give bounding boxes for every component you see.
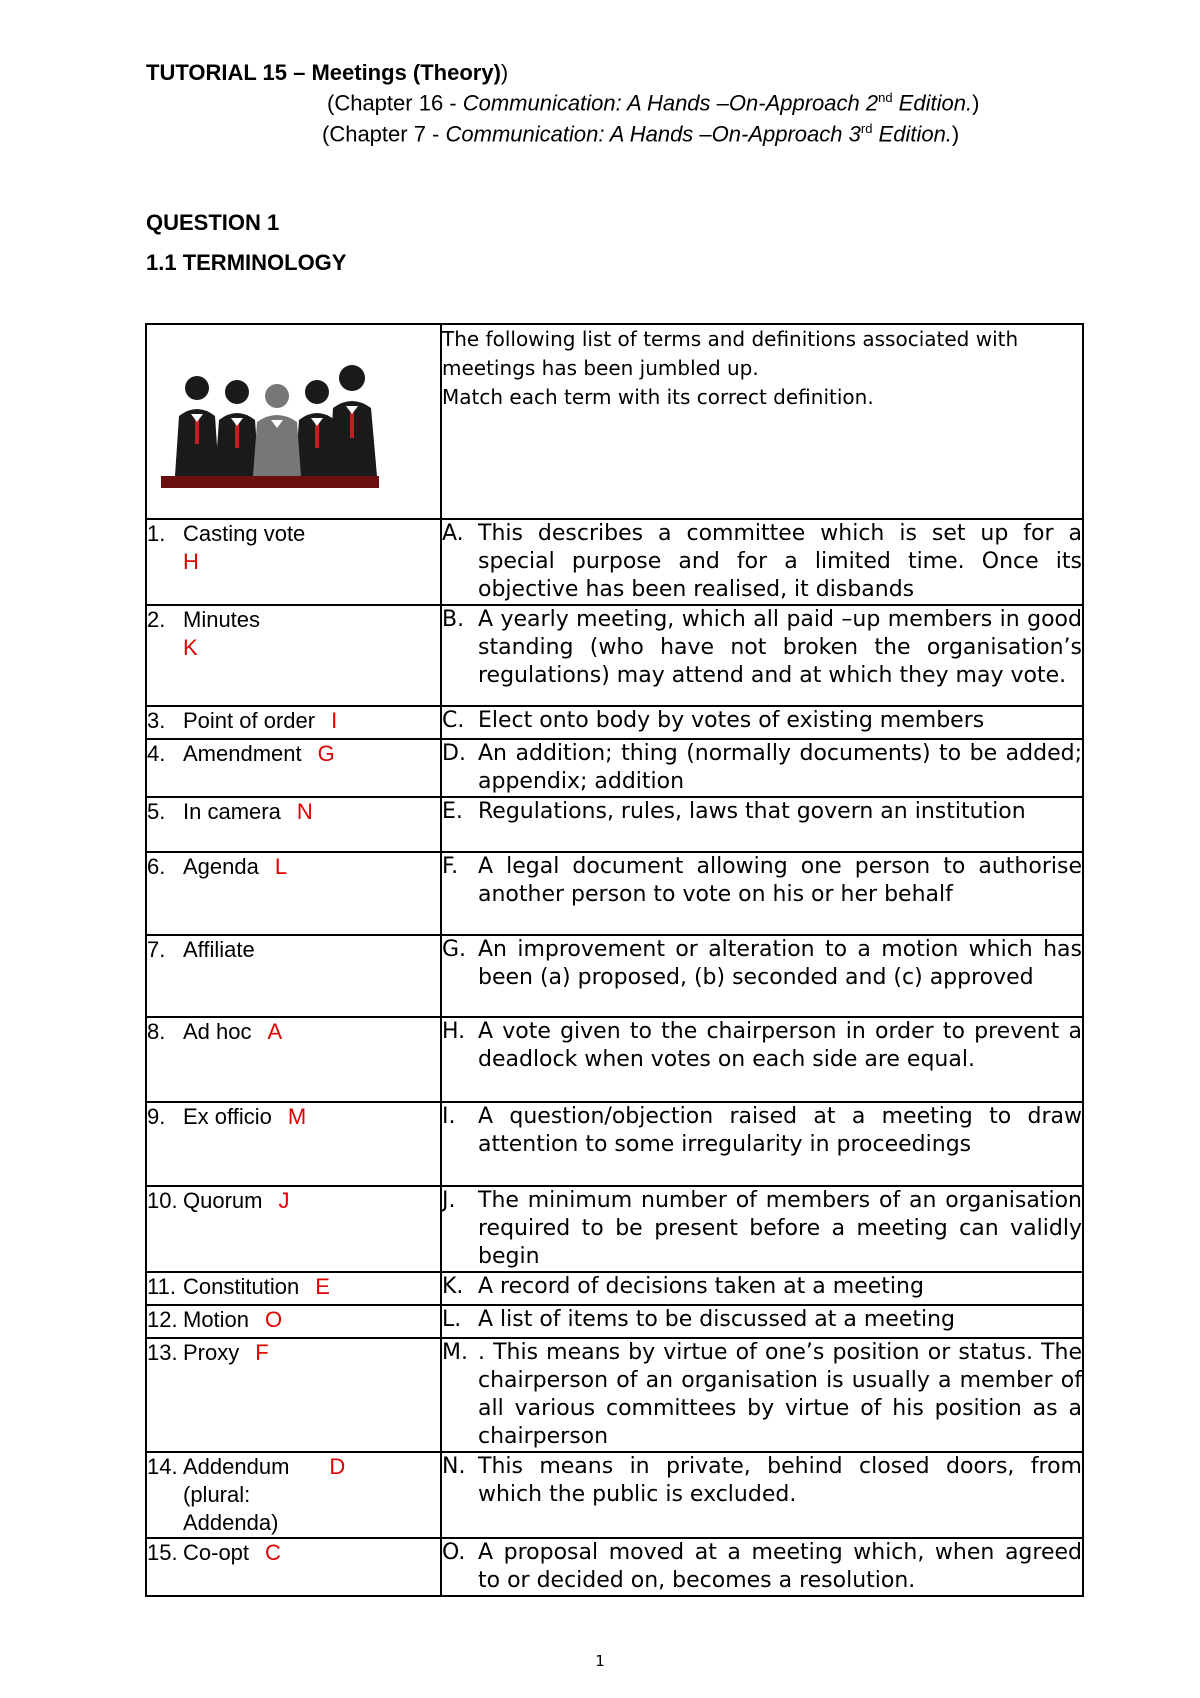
definition-text: An improvement or alteration to a motion which has been (a) proposed, (b) seconded and (c) approved xyxy=(478,937,1082,990)
term-number: 4. xyxy=(147,741,166,766)
term-number: 3. xyxy=(147,708,166,733)
definition-letter: M. xyxy=(442,1340,468,1365)
section-heading: 1.1 TERMINOLOGY xyxy=(146,250,347,275)
table-row xyxy=(146,1538,1083,1596)
definition-letter: O. xyxy=(442,1540,466,1565)
definition-cell xyxy=(441,1272,1083,1305)
table-row xyxy=(146,739,1083,797)
definition-letter: C. xyxy=(442,708,465,733)
instructions-match: Match each term with its correct definition. xyxy=(442,385,874,409)
answer-letter: J xyxy=(278,1188,290,1213)
definition-letter: J. xyxy=(442,1188,456,1213)
definition-letter: A. xyxy=(442,521,464,546)
table-row xyxy=(146,1338,1083,1452)
answer-letter: E xyxy=(315,1274,330,1299)
term-number: 13. xyxy=(147,1340,178,1365)
definition-text: A record of decisions taken at a meeting xyxy=(478,1274,924,1299)
table-row xyxy=(146,935,1083,1017)
term-cell xyxy=(146,1538,441,1596)
answer-letter: I xyxy=(331,708,338,733)
term-cell xyxy=(146,1102,441,1186)
term-number: 8. xyxy=(147,1019,166,1044)
term-number: 15. xyxy=(147,1540,178,1565)
definition-letter: D. xyxy=(442,741,466,766)
answer-letter: N xyxy=(296,799,313,824)
definition-text: This describes a committee which is set up for a special purpose and for a limited time. Once its objective has been realised, it disbands xyxy=(478,521,1082,602)
term-label: Proxy xyxy=(183,1340,240,1365)
answer-letter: M xyxy=(287,1104,307,1129)
definition-text: . This means by virtue of one’s position or status. The chairperson of an organisation is usually a member of all various committees by virtue of his position as a chairperson xyxy=(478,1340,1082,1449)
term-label: Affiliate xyxy=(183,937,255,962)
definition-text: A proposal moved at a meeting which, when agreed to or decided on, becomes a resolution. xyxy=(478,1540,1082,1593)
term-cell xyxy=(146,1305,441,1338)
term-label: Ex officio xyxy=(183,1104,272,1129)
term-cell xyxy=(146,519,441,605)
definition-text: Elect onto body by votes of existing members xyxy=(478,708,985,733)
table-row xyxy=(146,1186,1083,1272)
definition-cell xyxy=(441,1017,1083,1102)
definition-cell xyxy=(441,1305,1083,1338)
definition-cell xyxy=(441,739,1083,797)
instructions-text: The following list of terms and definitions associated with meetings has been jumbled up. xyxy=(442,327,1019,380)
term-cell xyxy=(146,852,441,935)
intro-row xyxy=(146,324,1083,519)
term-number: 11. xyxy=(147,1274,176,1299)
answer-letter: D xyxy=(329,1454,346,1479)
table-row xyxy=(146,797,1083,852)
term-number: 2. xyxy=(147,607,166,632)
definition-cell xyxy=(441,1538,1083,1596)
answer-letter: F xyxy=(255,1340,269,1365)
definition-text: A question/objection raised at a meeting to draw attention to some irregularity in proceedings xyxy=(478,1104,1082,1157)
definition-text: A list of items to be discussed at a meeting xyxy=(478,1307,955,1332)
term-label: Minutes xyxy=(183,607,261,632)
definition-text: Regulations, rules, laws that govern an institution xyxy=(478,799,1026,824)
table-row xyxy=(146,706,1083,739)
term-cell xyxy=(146,1272,441,1305)
definition-letter: H. xyxy=(442,1019,466,1044)
term-number: 7. xyxy=(147,937,166,962)
term-label: Casting vote xyxy=(183,521,306,546)
definition-text: A legal document allowing one person to authorise another person to vote on his or her behalf xyxy=(478,854,1082,907)
term-label: Constitution xyxy=(183,1274,300,1299)
term-label: In camera xyxy=(183,799,281,824)
table-row xyxy=(146,1272,1083,1305)
term-number: 14. xyxy=(147,1454,178,1479)
definition-letter: N. xyxy=(442,1454,466,1479)
term-label: Ad hoc xyxy=(183,1019,252,1044)
subtitle-3rd-edition: (Chapter 7 - Communication: A Hands –On-Approach 3rd Edition.) xyxy=(322,121,960,147)
term-label: Addendum xyxy=(183,1454,290,1479)
subtitle-2nd-edition: (Chapter 16 - Communication: A Hands –On-Approach 2nd Edition.) xyxy=(327,90,980,116)
table-row xyxy=(146,1017,1083,1102)
definition-cell xyxy=(441,1186,1083,1272)
definition-text: A yearly meeting, which all paid –up members in good standing (who have not broken the organisation’s regulations) may attend and at which they may vote. xyxy=(478,607,1082,688)
definition-letter: L. xyxy=(442,1307,462,1332)
table-row xyxy=(146,1452,1083,1538)
term-cell xyxy=(146,605,441,706)
answer-letter: H xyxy=(183,549,199,574)
term-label: Amendment xyxy=(183,741,302,766)
definition-letter: F. xyxy=(442,854,459,879)
answer-letter: O xyxy=(265,1307,283,1332)
page-title: TUTORIAL 15 – Meetings (Theory)) xyxy=(146,60,509,85)
term-number: 10. xyxy=(147,1188,178,1213)
term-cell xyxy=(146,706,441,739)
term-cell xyxy=(146,797,441,852)
definition-text: A vote given to the chairperson in order to prevent a deadlock when votes on each side are equal. xyxy=(478,1019,1082,1072)
term-label: Agenda xyxy=(183,854,259,879)
term-number: 12. xyxy=(147,1307,178,1332)
term-cell xyxy=(146,739,441,797)
definition-cell xyxy=(441,706,1083,739)
businessmen-clipart-icon xyxy=(157,358,387,488)
term-label: Motion xyxy=(183,1307,250,1332)
terminology-table xyxy=(145,323,1084,1597)
definition-text: This means in private, behind closed doors, from which the public is excluded. xyxy=(478,1454,1082,1507)
answer-letter: K xyxy=(183,635,198,660)
term-number: 1. xyxy=(147,521,166,546)
definition-letter: B. xyxy=(442,607,465,632)
term-label-line3: Addenda) xyxy=(183,1510,279,1535)
term-label: Co-opt xyxy=(183,1540,250,1565)
term-cell xyxy=(146,1452,441,1538)
term-number: 9. xyxy=(147,1104,166,1129)
definition-letter: G. xyxy=(442,937,467,962)
definition-cell xyxy=(441,1452,1083,1538)
instructions-cell xyxy=(441,324,1083,519)
table-row xyxy=(146,605,1083,706)
term-label: Point of order xyxy=(183,708,316,733)
definition-cell xyxy=(441,935,1083,1017)
definition-cell xyxy=(441,1102,1083,1186)
definition-text: An addition; thing (normally documents) to be added; appendix; addition xyxy=(478,741,1082,794)
term-number: 5. xyxy=(147,799,166,824)
term-label-line2: (plural: xyxy=(183,1482,251,1507)
definition-letter: E. xyxy=(442,799,463,824)
question-heading: QUESTION 1 xyxy=(146,210,280,235)
definition-letter: I. xyxy=(442,1104,456,1129)
table-row xyxy=(146,1102,1083,1186)
definition-letter: K. xyxy=(442,1274,464,1299)
table-row xyxy=(146,852,1083,935)
table-row xyxy=(146,519,1083,605)
definition-cell xyxy=(441,605,1083,706)
answer-letter: G xyxy=(317,741,335,766)
term-label: Quorum xyxy=(183,1188,263,1213)
answer-letter: A xyxy=(267,1019,283,1044)
term-cell xyxy=(146,1186,441,1272)
definition-cell xyxy=(441,797,1083,852)
table-row xyxy=(146,1305,1083,1338)
page-number: 1 xyxy=(595,1652,605,1670)
answer-letter: C xyxy=(265,1540,281,1565)
term-cell xyxy=(146,935,441,1017)
definition-cell xyxy=(441,519,1083,605)
term-cell xyxy=(146,1017,441,1102)
answer-letter: L xyxy=(274,854,288,879)
clipart-cell xyxy=(146,324,441,519)
definition-cell xyxy=(441,1338,1083,1452)
definition-text: The minimum number of members of an organisation required to be present before a meeting can validly begin xyxy=(478,1188,1082,1269)
term-number: 6. xyxy=(147,854,166,879)
term-cell xyxy=(146,1338,441,1452)
definition-cell xyxy=(441,852,1083,935)
